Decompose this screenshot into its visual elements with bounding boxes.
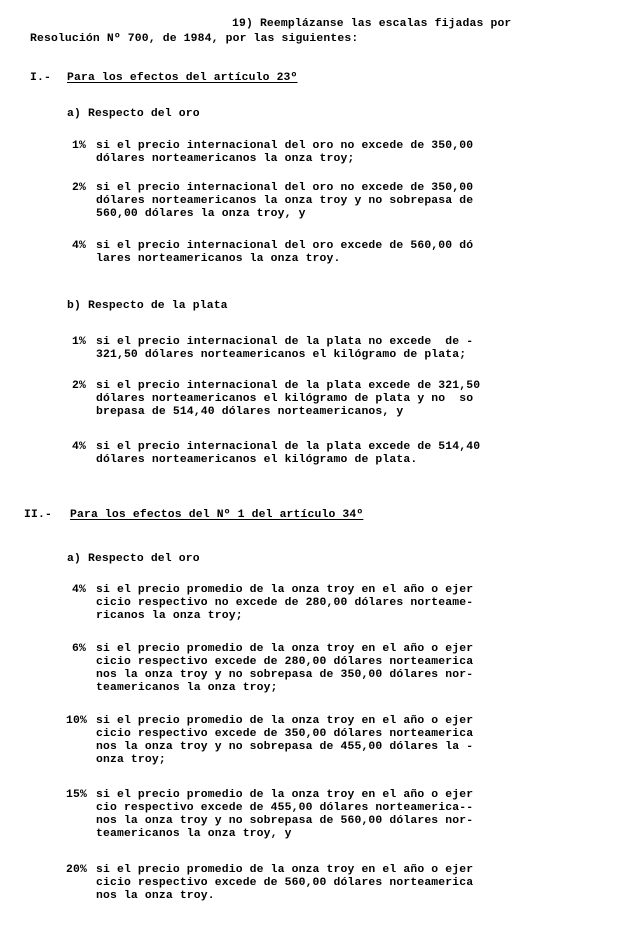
item-line: teamericanos la onza troy, y [96,828,292,840]
rate-label: 4% [72,441,86,453]
item-line: dólares norteamericanos el kilógramo de plata y no so [96,393,474,405]
item-line: cicio respectivo excede de 350,00 dólares norteamerica [96,728,474,740]
item-line: si el precio internacional de la plata no excede de - [96,336,474,348]
intro-line-2: Resolución Nº 700, de 1984, por las siguientes: [30,33,359,45]
rate-label: 4% [72,240,86,252]
section-1-sub-a-label: a) Respecto del oro [67,108,200,120]
item-line: cicio respectivo excede de 560,00 dólares norteamerica [96,877,474,889]
section-1-numeral: I.- [30,72,51,84]
item-line: nos la onza troy y no sobrepasa de 455,00 dólares la - [96,741,474,753]
item-line: nos la onza troy y no sobrepasa de 350,00 dólares nor- [96,669,474,681]
item-line: si el precio promedio de la onza troy en el año o ejer [96,584,474,596]
section-2-heading: Para los efectos del Nº 1 del artículo 34º [70,509,364,521]
item-line: si el precio promedio de la onza troy en el año o ejer [96,715,474,727]
section-2-sub-a-label: a) Respecto del oro [67,553,200,565]
rate-label: 1% [72,140,86,152]
rate-label: 2% [72,182,86,194]
item-line: nos la onza troy y no sobrepasa de 560,00 dólares nor- [96,815,474,827]
section-1-sub-b-label: b) Respecto de la plata [67,300,228,312]
item-line: si el precio promedio de la onza troy en el año o ejer [96,864,474,876]
rate-label: 6% [72,643,86,655]
item-line: lares norteamericanos la onza troy. [96,253,341,265]
item-line: brepasa de 514,40 dólares norteamericanos, y [96,406,404,418]
item-line: dólares norteamericanos la onza troy y no sobrepasa de [96,195,474,207]
section-1-heading: Para los efectos del artículo 23º [67,72,298,84]
rate-label: 4% [72,584,86,596]
rate-label: 2% [72,380,86,392]
item-line: nos la onza troy. [96,890,215,902]
item-line: si el precio internacional del oro excede de 560,00 dó [96,240,474,252]
section-2-numeral: II.- [24,509,52,521]
item-line: cio respectivo excede de 455,00 dólares norteamerica-- [96,802,474,814]
item-line: si el precio internacional de la plata excede de 321,50 [96,380,481,392]
rate-label: 20% [66,864,87,876]
item-line: cicio respectivo no excede de 280,00 dólares norteame- [96,597,474,609]
item-line: cicio respectivo excede de 280,00 dólares norteamerica [96,656,474,668]
item-line: dólares norteamericanos el kilógramo de plata. [96,454,418,466]
item-line: si el precio internacional de la plata excede de 514,40 [96,441,481,453]
item-line: dólares norteamericanos la onza troy; [96,153,355,165]
item-line: si el precio promedio de la onza troy en el año o ejer [96,789,474,801]
item-line: si el precio internacional del oro no excede de 350,00 [96,182,474,194]
rate-label: 10% [66,715,87,727]
item-line: 560,00 dólares la onza troy, y [96,208,306,220]
rate-label: 15% [66,789,87,801]
item-line: 321,50 dólares norteamericanos el kilógramo de plata; [96,349,467,361]
item-line: si el precio promedio de la onza troy en el año o ejer [96,643,474,655]
item-line: onza troy; [96,754,166,766]
item-line: si el precio internacional del oro no excede de 350,00 [96,140,474,152]
item-line: ricanos la onza troy; [96,610,243,622]
rate-label: 1% [72,336,86,348]
intro-line-1: 19) Reemplázanse las escalas fijadas por [232,18,512,30]
item-line: teamericanos la onza troy; [96,682,278,694]
